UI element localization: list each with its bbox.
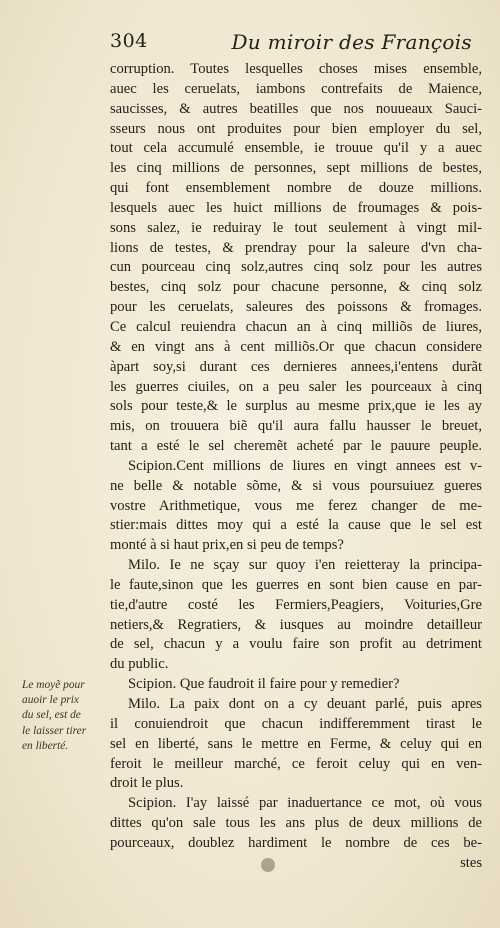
text-line: feroit le meilleur marché, ce feroit celuy qui en ven- [110,755,482,772]
text-line: auec les ceruelats, iambons contrefaits de Maience, [110,80,482,97]
catchword: stes [460,854,482,871]
text-line: qui font ensemblement nombre de douze millions. [110,180,482,197]
text-line: le faute,sinon que les guerres en sont bien cause en par- [110,576,482,593]
text-line: & en vingt ans à cent milliõs.Or que chacun considere [110,338,482,355]
text-line: dittes qu'on sale tous les ans plus de deux millions de [110,815,482,832]
margin-note-line: en liberté. [22,739,69,752]
text-line: sel en liberté, sans le mettre en Ferme, & celuy qui en [110,735,482,752]
page-number: 304 [110,30,148,52]
text-line: il conuiendroit que chacun indifferemment tirast le [110,715,482,732]
text-line: Milo. Ie ne sçay sur quoy i'en reietteray la principa- [128,557,482,574]
text-line: Scipion.Cent millions de liures en vingt annees est v- [128,457,482,474]
text-line: vostre Arithmetique, vous me ferez changer de me- [110,497,482,514]
text-line: corruption. Toutes lesquelles choses mises ensemble, [110,61,482,77]
text-line: pourceaux, doublez hardiment le nombre de ces be- [110,834,482,851]
text-line: netiers,& Regratiers, & iusques au moindre detailleur [110,616,482,633]
text-line: stier:mais dittes moy qui a esté la cause que le sel est [110,517,482,534]
margin-note-line: auoir le prix [22,694,79,707]
text-line: Ce calcul reuiendra chacun an à cinq milliõs de liures, [110,318,482,335]
text-line: saucisses, & autres beatilles que nos nouueaux Sauci- [110,100,482,117]
text-line: lions de testes, & prendray pour la saleure d'vn cha- [110,239,482,256]
text-line: du public. [110,656,169,673]
text-line: les guerres ciuiles, on a peu saler les pourceaux à cinq [110,378,482,395]
body-text [110,60,482,874]
text-line: àpart soy,si durant ces dernieres annees,i'entens durãt [110,358,482,375]
text-line: sons salez, ie reduiray le tout seulement à vingt mil- [110,219,482,236]
text-line: Milo. La paix dont on a cy deuant parlé, puis apres [128,696,482,712]
printer-ornament [261,858,275,872]
text-line: cun pourceau cinq solz,autres cinq solz pour les autres [110,259,482,276]
text-line: Scipion. Que faudroit il faire pour y remedier? [128,676,400,693]
text-line: droit le plus. [110,775,184,792]
text-line: bestes, cinq solz pour chacune personne, & cinq solz [110,279,482,296]
margin-note-line: du sel, est de [22,709,81,722]
text-line: tout cela accumulé ensemble, ie trouue qu'il y a auec [110,140,482,157]
text-line: tant a esté le sel cheremẽt acheté par le pauure peuple. [110,438,482,455]
text-line: sseurs nous ont produites pour bien employer du sel, [110,120,482,137]
text-line: les cinq millions de personnes, sept millions de bestes, [110,160,482,177]
running-title: Du miroir des François [231,30,472,54]
margin-note-line: le laisser tirer [22,724,87,737]
margin-note [22,678,104,754]
page-header [110,28,478,56]
text-line: pour les ceruelats, saleures des poissons & fromages. [110,299,482,316]
text-line: ne belle & notable sõme, & si vous poursuiuez gueres [110,477,482,494]
text-line: lesquels auec les huict millions de froumages & pois- [110,199,482,216]
text-line: monté à si haut prix,en si peu de temps? [110,537,344,554]
margin-note-line: Le moyẽ pour [22,679,85,691]
text-line: mis, on trouuera biẽ qu'il aura fallu hausser le breuet, [110,418,482,435]
text-line: de sel, chacun y a voulu faire son profit au detriment [110,636,482,653]
text-line: Scipion. I'ay laissé par inaduertance ce mot, où vous [128,795,482,812]
text-line: sols pour teste,& le surplus au mesme prix,que ie les ay [110,398,482,415]
text-line: tie,d'autre costé les Fermiers,Peagiers, Voituries,Gre [110,596,482,613]
